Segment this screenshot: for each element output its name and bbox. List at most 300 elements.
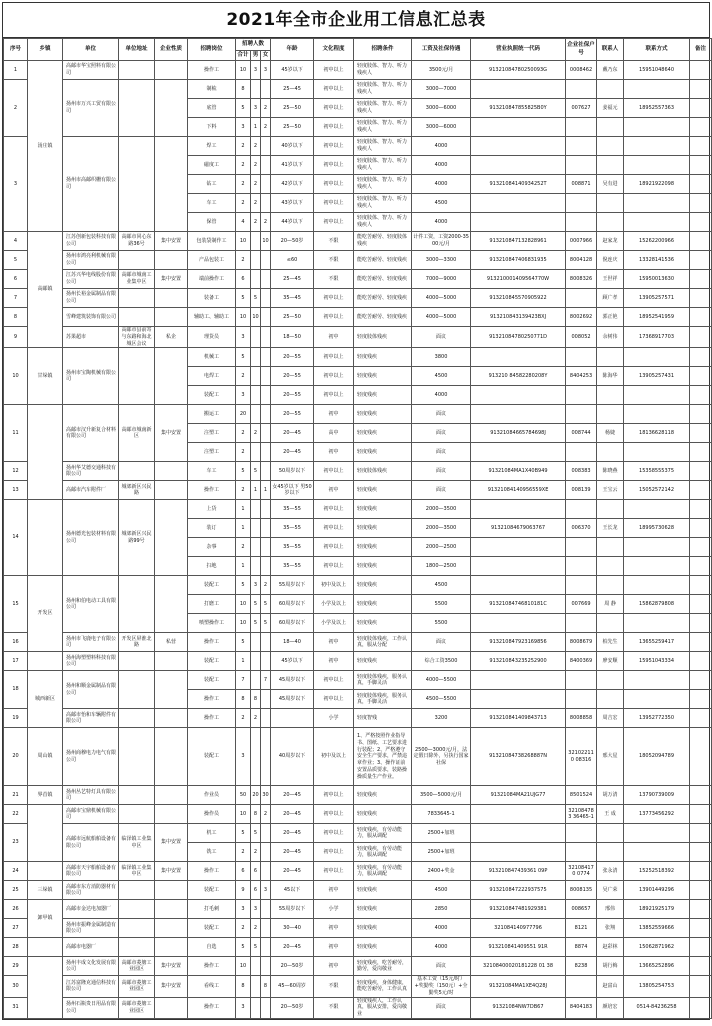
col-address: 单位地址: [119, 39, 155, 61]
license-cell: [471, 500, 566, 519]
table-row: [4, 481, 712, 500]
male-cell: [251, 500, 261, 519]
conditions-cell: 轻度残疾，吃苦耐劳，勤劳，爱岗敬业: [354, 957, 412, 976]
salary-cell: 4000: [412, 137, 471, 156]
remarks-cell: [690, 557, 712, 576]
nature-cell: [155, 481, 188, 500]
total-cell: 2: [236, 709, 251, 728]
seq-cell: 26: [4, 900, 28, 919]
remarks-cell: [690, 728, 712, 786]
conditions-cell: 轻度肢体残疾，服务认真，手脚灵活: [354, 671, 412, 690]
conditions-cell: 轻度残疾: [354, 614, 412, 633]
edu-cell: 初中以上: [314, 690, 354, 709]
contact-cell: 邢大星: [597, 728, 624, 786]
contact-cell: 邢伟: [597, 900, 624, 919]
conditions-cell: 能吃苦耐劳、轻度肢体残疾: [354, 232, 412, 251]
conditions-cell: 轻度残疾: [354, 367, 412, 386]
phone-cell: 17368917703: [624, 327, 690, 348]
male-cell: 5: [251, 289, 261, 308]
salary-cell: 3800: [412, 348, 471, 367]
edu-cell: 初中: [314, 652, 354, 671]
license-cell: 91321084NW7DB67: [471, 997, 566, 1018]
table-row: [4, 137, 712, 156]
remarks-cell: [690, 213, 712, 232]
position-cell: 注塑工: [188, 443, 236, 462]
female-cell: [261, 843, 271, 862]
nature-cell: [155, 919, 188, 938]
nature-cell: [155, 652, 188, 671]
address-cell: 高邮市菱塘工业园区: [119, 997, 155, 1018]
address-cell: [119, 728, 155, 786]
contact-cell: [597, 80, 624, 99]
age-cell: 43岁以下: [271, 194, 314, 213]
salary-cell: 2000—2500: [412, 538, 471, 557]
total-cell: 5: [236, 99, 251, 118]
license-cell: 91321084780250093G: [471, 61, 566, 80]
edu-cell: 不限: [314, 270, 354, 289]
remarks-cell: [690, 881, 712, 900]
edu-cell: 初中以上: [314, 348, 354, 367]
social-cell: 0007966: [566, 232, 597, 251]
township-cell: 界首镇: [28, 786, 63, 805]
license-cell: 913210847855825B0Y: [471, 99, 566, 118]
conditions-cell: 轻度肢体、智力、听力残疾人: [354, 99, 412, 118]
remarks-cell: [690, 919, 712, 938]
edu-cell: 初中以上: [314, 80, 354, 99]
salary-cell: 面议: [412, 462, 471, 481]
total-cell: 6: [236, 862, 251, 881]
township-cell: [28, 938, 63, 957]
social-cell: 8501524: [566, 786, 597, 805]
total-cell: 3: [236, 386, 251, 405]
col-age: 年龄: [271, 39, 314, 61]
position-cell: 操作工: [188, 957, 236, 976]
license-cell: [471, 443, 566, 462]
phone-cell: [624, 824, 690, 843]
seq-cell: 23: [4, 824, 28, 862]
female-cell: [261, 289, 271, 308]
contact-cell: 郭正艳: [597, 308, 624, 327]
conditions-cell: 轻度肢体、智力、听力残疾人: [354, 156, 412, 175]
total-cell: 4: [236, 213, 251, 232]
contact-cell: 胡行梅: [597, 957, 624, 976]
position-cell: 打磨工: [188, 595, 236, 614]
remarks-cell: [690, 118, 712, 137]
contact-cell: 廖安顺: [597, 652, 624, 671]
female-cell: [261, 308, 271, 327]
phone-cell: 13328141536: [624, 251, 690, 270]
seq-cell: 22: [4, 805, 28, 824]
position-cell: 操作工: [188, 690, 236, 709]
contact-cell: [597, 557, 624, 576]
female-cell: [261, 348, 271, 367]
total-cell: 5: [236, 938, 251, 957]
conditions-cell: 轻度残疾: [354, 424, 412, 443]
edu-cell: 初中: [314, 957, 354, 976]
female-cell: 7: [261, 671, 271, 690]
social-cell: 008657: [566, 900, 597, 919]
license-cell: [471, 824, 566, 843]
position-cell: 保管: [188, 213, 236, 232]
license-cell: 913210847481929381: [471, 900, 566, 919]
edu-cell: 初中以上: [314, 500, 354, 519]
position-cell: 包装袋制作工: [188, 232, 236, 251]
seq-cell: 17: [4, 652, 28, 671]
contact-cell: 余树伟: [597, 327, 624, 348]
nature-cell: [155, 576, 188, 633]
nature-cell: 私营: [155, 633, 188, 652]
license-cell: 32108400020181228 01 38: [471, 957, 566, 976]
nature-cell: 集中安置: [155, 976, 188, 997]
col-nature: 企业性质: [155, 39, 188, 61]
social-cell: 321084170 0774: [566, 862, 597, 881]
seq-cell: 8: [4, 308, 28, 327]
remarks-cell: [690, 805, 712, 824]
male-cell: [251, 327, 261, 348]
company-cell: 扬州长裕金属制品有限公司: [63, 289, 119, 308]
salary-cell: 7833645-1: [412, 805, 471, 824]
salary-cell: 2850: [412, 900, 471, 919]
table-row: [4, 957, 712, 976]
contact-cell: 戴乃东: [597, 61, 624, 80]
table-row: [4, 805, 712, 824]
phone-cell: 18921925179: [624, 900, 690, 919]
remarks-cell: [690, 862, 712, 881]
total-cell: 10: [236, 61, 251, 80]
contact-cell: 张永清: [597, 862, 624, 881]
nature-cell: [155, 137, 188, 232]
conditions-cell: 轻度肢体、智力、听力残疾人: [354, 194, 412, 213]
company-cell: 江苏兴华电线股份有限公司: [63, 270, 119, 289]
contact-cell: 胡万清: [597, 786, 624, 805]
township-cell: [28, 500, 63, 576]
township-cell: 周山镇: [28, 728, 63, 786]
township-cell: 汤庄镇: [28, 61, 63, 232]
age-cell: 35—55: [271, 538, 314, 557]
age-cell: 20—55: [271, 405, 314, 424]
edu-cell: 初中以上: [314, 175, 354, 194]
conditions-cell: 轻度残疾，有劳动能力，服从调配: [354, 824, 412, 843]
social-cell: [566, 614, 597, 633]
age-cell: 60周岁以下: [271, 595, 314, 614]
social-cell: [566, 557, 597, 576]
nature-cell: [155, 671, 188, 709]
phone-cell: 18136628118: [624, 424, 690, 443]
edu-cell: 初中以上: [314, 156, 354, 175]
col-township: 乡镇: [28, 39, 63, 61]
social-cell: 8404253: [566, 367, 597, 386]
social-cell: [566, 348, 597, 367]
age-cell: 50周岁以下: [271, 462, 314, 481]
position-cell: 操作工: [188, 997, 236, 1018]
col-conditions: 招聘条件: [354, 39, 412, 61]
male-cell: 1: [251, 118, 261, 137]
address-cell: [119, 786, 155, 805]
company-cell: 扬州华艾德交通科技有限公司: [63, 462, 119, 481]
license-cell: [471, 156, 566, 175]
age-cell: 20—55: [271, 386, 314, 405]
age-cell: 55周岁以下: [271, 576, 314, 595]
position-cell: 装订: [188, 519, 236, 538]
nature-cell: [155, 786, 188, 805]
age-cell: 20—55: [271, 348, 314, 367]
edu-cell: 不限: [314, 997, 354, 1018]
table-row: [4, 862, 712, 881]
age-cell: 60周岁以下: [271, 614, 314, 633]
contact-cell: [597, 213, 624, 232]
remarks-cell: [690, 443, 712, 462]
female-cell: [261, 156, 271, 175]
table-body: [4, 61, 712, 1019]
license-cell: 913210847923169856: [471, 633, 566, 652]
contact-cell: [597, 671, 624, 690]
total-cell: 5: [236, 462, 251, 481]
conditions-cell: 轻度肢体、智力、听力残疾人: [354, 80, 412, 99]
address-cell: [119, 80, 155, 137]
contact-cell: [597, 538, 624, 557]
salary-cell: 计件工资，工资2000-3500元/月: [412, 232, 471, 251]
male-cell: 3: [251, 576, 261, 595]
social-cell: [566, 156, 597, 175]
position-cell: 端前操作工: [188, 270, 236, 289]
table-row: [4, 997, 712, 1018]
address-cell: [119, 308, 155, 327]
seq-cell: 21: [4, 786, 28, 805]
company-cell: 扬州市振峰金属制造有限公司: [63, 919, 119, 938]
conditions-cell: 轻度残疾: [354, 805, 412, 824]
table-row: [4, 232, 712, 251]
license-cell: 91321084MA1XE4Q28J: [471, 976, 566, 997]
male-cell: [251, 443, 261, 462]
total-cell: 2: [236, 919, 251, 938]
salary-cell: 面议: [412, 997, 471, 1018]
salary-cell: 面议: [412, 633, 471, 652]
col-salary: 工资及社保待遇: [412, 39, 471, 61]
social-cell: 8400369: [566, 652, 597, 671]
seq-cell: 20: [4, 728, 28, 786]
seq-cell: 19: [4, 709, 28, 728]
total-cell: 3: [236, 728, 251, 786]
male-cell: 5: [251, 824, 261, 843]
edu-cell: 初中以上: [314, 194, 354, 213]
company-cell: 高邮市汽车附件厂: [63, 481, 119, 500]
age-cell: 45—60周岁: [271, 976, 314, 997]
conditions-cell: 能吃苦耐劳、轻度残疾: [354, 308, 412, 327]
address-cell: [119, 462, 155, 481]
conditions-cell: 轻度残疾，有劳动能力，服从调配: [354, 862, 412, 881]
license-cell: [471, 137, 566, 156]
address-cell: 城郊新区兴民路99号: [119, 500, 155, 576]
total-cell: 2: [236, 156, 251, 175]
age-cell: ≤60: [271, 251, 314, 270]
edu-cell: 初中以上: [314, 289, 354, 308]
total-cell: 8: [236, 976, 251, 997]
nature-cell: 私企: [155, 327, 188, 348]
social-cell: 0008462: [566, 61, 597, 80]
license-cell: 913210847222937575: [471, 881, 566, 900]
license-cell: 913210841409551 91R: [471, 938, 566, 957]
salary-cell: 3000—3300: [412, 251, 471, 270]
township-cell: [28, 652, 63, 671]
contact-cell: 赵富山: [597, 976, 624, 997]
phone-cell: [624, 386, 690, 405]
male-cell: [251, 957, 261, 976]
conditions-cell: 轻度智残: [354, 709, 412, 728]
edu-cell: 初中以上: [314, 519, 354, 538]
salary-cell: 2500+加班: [412, 824, 471, 843]
female-cell: 5: [261, 595, 271, 614]
contact-cell: 吴有进: [597, 175, 624, 194]
salary-cell: 2000—3500: [412, 500, 471, 519]
remarks-cell: [690, 633, 712, 652]
social-cell: 8404183: [566, 997, 597, 1018]
table-row: [4, 61, 712, 80]
table-row: [4, 405, 712, 424]
contact-cell: 柏先生: [597, 633, 624, 652]
age-cell: 20—45: [271, 805, 314, 824]
male-cell: [251, 671, 261, 690]
company-cell: 高邮市远航船舶设备有限公司: [63, 824, 119, 862]
social-cell: 008871: [566, 175, 597, 194]
position-cell: 车工: [188, 462, 236, 481]
female-cell: [261, 367, 271, 386]
edu-cell: 初中及以上: [314, 728, 354, 786]
total-cell: 2: [236, 251, 251, 270]
edu-cell: 初中以上: [314, 843, 354, 862]
edu-cell: 初中: [314, 327, 354, 348]
conditions-cell: 轻度肢体、智力、听力残疾人: [354, 213, 412, 232]
conditions-cell: 能吃苦耐劳、轻度残疾: [354, 289, 412, 308]
seq-cell: 9: [4, 327, 28, 348]
total-cell: 3: [236, 997, 251, 1018]
seq-cell: 7: [4, 289, 28, 308]
phone-cell: [624, 137, 690, 156]
salary-cell: 4000: [412, 156, 471, 175]
total-cell: 1: [236, 652, 251, 671]
female-cell: [261, 80, 271, 99]
conditions-cell: 轻度残疾: [354, 405, 412, 424]
age-cell: 35—55: [271, 500, 314, 519]
license-cell: [471, 843, 566, 862]
seq-cell: 5: [4, 251, 28, 270]
total-cell: 6: [236, 270, 251, 289]
remarks-cell: [690, 957, 712, 976]
female-cell: [261, 538, 271, 557]
phone-cell: 18921922098: [624, 175, 690, 194]
remarks-cell: [690, 327, 712, 348]
salary-cell: 面议: [412, 443, 471, 462]
edu-cell: 初中以上: [314, 137, 354, 156]
age-cell: 45周岁以下: [271, 690, 314, 709]
male-cell: [251, 519, 261, 538]
license-cell: 913210843139423BXJ: [471, 308, 566, 327]
salary-cell: 5500: [412, 614, 471, 633]
age-cell: 45周岁以下: [271, 671, 314, 690]
table-row: [4, 824, 712, 843]
address-cell: 高邮市县前寄与东路和海北城区会议: [119, 327, 155, 348]
remarks-cell: [690, 690, 712, 709]
contact-cell: [597, 824, 624, 843]
contact-cell: [597, 137, 624, 156]
contact-cell: [597, 118, 624, 137]
conditions-cell: 轻度肢体、智力、听力残疾人: [354, 137, 412, 156]
position-cell: 自选: [188, 938, 236, 957]
male-cell: 8: [251, 690, 261, 709]
female-cell: [261, 386, 271, 405]
contact-cell: 倪连庆: [597, 251, 624, 270]
age-cell: 20—45: [271, 443, 314, 462]
phone-cell: [624, 500, 690, 519]
female-cell: [261, 175, 271, 194]
remarks-cell: [690, 251, 712, 270]
license-cell: 913210841409843713: [471, 709, 566, 728]
salary-cell: 3000—6000: [412, 118, 471, 137]
salary-cell: 4000—5000: [412, 289, 471, 308]
female-cell: [261, 919, 271, 938]
table-row: [4, 728, 712, 786]
conditions-cell: 轻度肢体、智力、听力残疾人: [354, 61, 412, 80]
social-cell: [566, 690, 597, 709]
age-cell: 18—50: [271, 327, 314, 348]
license-cell: 91321084MA21UJG77: [471, 786, 566, 805]
female-cell: [261, 251, 271, 270]
seq-cell: 15: [4, 576, 28, 633]
female-cell: 2: [261, 213, 271, 232]
male-cell: [251, 728, 261, 786]
social-cell: [566, 824, 597, 843]
phone-cell: 18952557363: [624, 99, 690, 118]
company-cell: 扬州德光包装材料有限公司: [63, 500, 119, 576]
position-cell: 钻工: [188, 175, 236, 194]
conditions-cell: 能吃苦耐劳、轻度残疾: [354, 251, 412, 270]
license-cell: 91321084140934252T: [471, 175, 566, 194]
social-cell: 8008679: [566, 633, 597, 652]
table-row: [4, 500, 712, 519]
salary-cell: 2000—3500: [412, 519, 471, 538]
age-cell: 25—50: [271, 118, 314, 137]
conditions-cell: 轻度肢体残疾: [354, 462, 412, 481]
position-cell: 铣工: [188, 843, 236, 862]
male-cell: 10: [251, 308, 261, 327]
phone-cell: 15052572142: [624, 481, 690, 500]
position-cell: 看线工: [188, 976, 236, 997]
edu-cell: 初中以上: [314, 671, 354, 690]
remarks-cell: [690, 386, 712, 405]
age-cell: 45岁以下: [271, 61, 314, 80]
total-cell: 2: [236, 424, 251, 443]
license-cell: 913210845570905922: [471, 289, 566, 308]
contact-cell: 赵彩林: [597, 938, 624, 957]
edu-cell: 不限: [314, 251, 354, 270]
seq-cell: 6: [4, 270, 28, 289]
address-cell: [119, 671, 155, 709]
township-cell: 开发区: [28, 576, 63, 652]
total-cell: 10: [236, 308, 251, 327]
township-cell: [28, 957, 63, 1019]
male-cell: [251, 633, 261, 652]
position-cell: 操作工: [188, 633, 236, 652]
license-cell: 913210 84582280208Y: [471, 367, 566, 386]
contact-cell: 周吉宏: [597, 709, 624, 728]
address-cell: [119, 289, 155, 308]
male-cell: 2: [251, 843, 261, 862]
address-cell: [119, 137, 155, 232]
contact-cell: [597, 690, 624, 709]
age-cell: 20—45: [271, 843, 314, 862]
age-cell: 45岁以下: [271, 652, 314, 671]
col-seq: 序号: [4, 39, 28, 61]
edu-cell: 初中以上: [314, 308, 354, 327]
